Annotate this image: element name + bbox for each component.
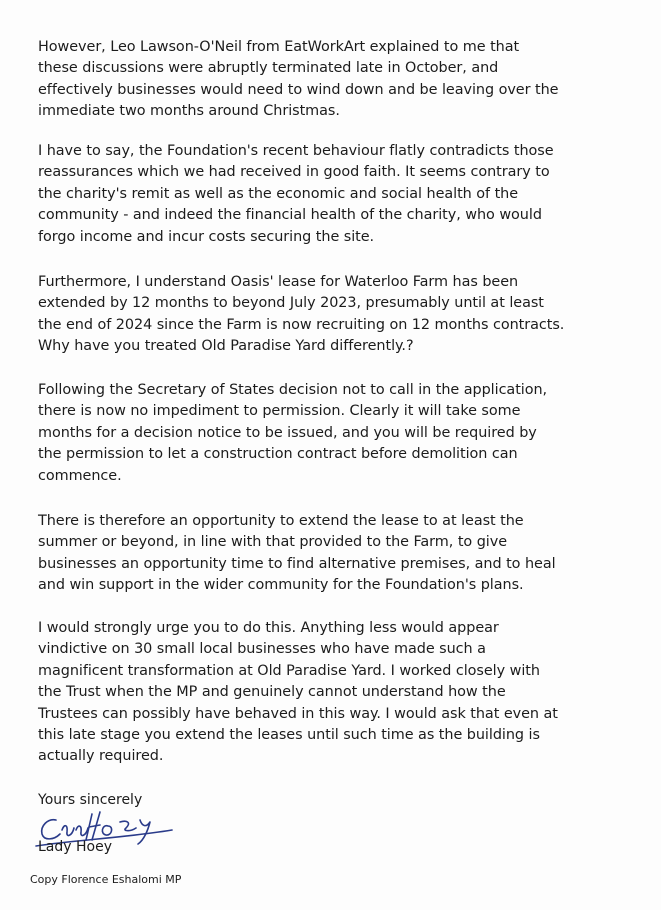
signatory-name: Lady Hoey <box>38 839 112 855</box>
paragraph-4: Following the Secretary of States decision not to call in the application, there is now no impediment to permission. Clearly it will take some months for a decision notice to be issued, and you will be required by the permission to let a construction contract before demolition can commence. <box>38 382 548 484</box>
paragraph-1: However, Leo Lawson-O'Neil from EatWorkArt explained to me that these discussions were abruptly terminated late in October, and effectively businesses would need to wind down and be leaving over the immediate two months around Christmas. <box>38 39 559 120</box>
paragraph-5: There is therefore an opportunity to extend the lease to at least the summer or beyond, in line with that provided to the Farm, to give businesses an opportunity time to find alternative premises, and to heal and win support in the wider community for the Foundation's plans. <box>38 513 556 594</box>
closing-salutation: Yours sincerely <box>38 792 143 808</box>
paragraph-6: I would strongly urge you to do this. Anything less would appear vindictive on 30 small local businesses who have made such a magnificent transformation at Old Paradise Yard. I worked closely with the Trust when the MP and genuinely cannot understand how the Trustees can possibly have behaved in this way. I would ask that even at this late stage you extend the leases until such time as the building is actually required. <box>38 620 558 765</box>
copy-recipient: Copy Florence Eshalomi MP <box>30 873 182 886</box>
paragraph-3: Furthermore, I understand Oasis' lease for Waterloo Farm has been extended by 12 months to beyond July 2023, presumably until at least the end of 2024 since the Farm is now recruiting on 12 months contracts. Why have you treated Old Paradise Yard differently.? <box>38 274 565 355</box>
paragraph-2: I have to say, the Foundation's recent behaviour flatly contradicts those reassurances which we had received in good faith. It seems contrary to the charity's remit as well as the economic and social health of the community - and indeed the financial health of the charity, who would forgo income and incur costs securing the site. <box>38 143 554 245</box>
